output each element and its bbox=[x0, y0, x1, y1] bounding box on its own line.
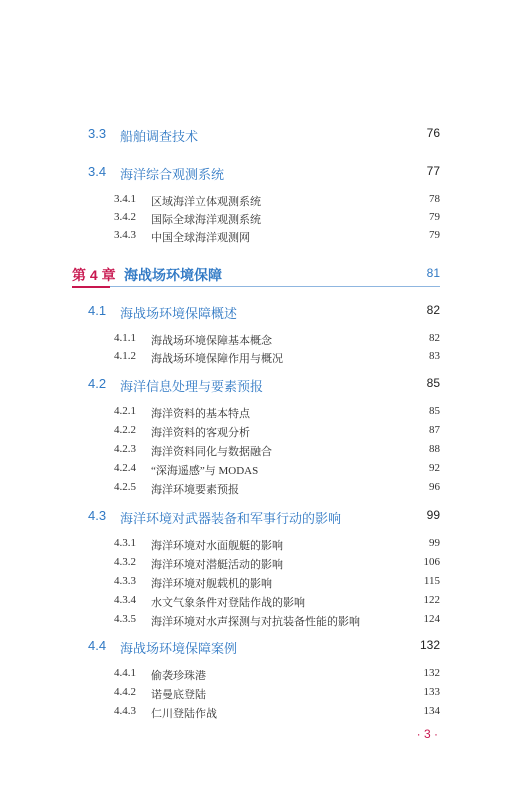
toc-section-3-3[interactable] bbox=[0, 124, 510, 144]
toc-subsection[interactable] bbox=[0, 190, 510, 210]
subsection-title: 国际全球海洋观测系统 bbox=[151, 214, 261, 226]
page-number: 115 bbox=[423, 575, 440, 587]
subsection-number: 4.3.1 bbox=[114, 537, 136, 549]
toc-subsection[interactable] bbox=[0, 683, 510, 703]
page-number: 82 bbox=[426, 303, 440, 317]
page-number: 106 bbox=[423, 556, 440, 568]
section-number: 4.1 bbox=[88, 303, 107, 318]
subsection-number: 4.3.4 bbox=[114, 594, 136, 606]
subsection-title: 海洋资料的客观分析 bbox=[151, 427, 250, 439]
chapter-rule-accent bbox=[72, 286, 110, 288]
toc-section-3-4[interactable] bbox=[0, 162, 510, 182]
subsection-number: 3.4.3 bbox=[114, 229, 136, 241]
chapter-rule bbox=[110, 286, 440, 287]
section-title: 海洋环境对武器装备和军事行动的影响 bbox=[120, 511, 342, 526]
toc-subsection[interactable] bbox=[0, 664, 510, 684]
page-number: 133 bbox=[423, 686, 440, 698]
subsection-number: 4.2.3 bbox=[114, 443, 136, 455]
subsection-title: 海洋资料同化与数据融合 bbox=[151, 446, 272, 458]
section-title: 海战场环境保障案例 bbox=[120, 641, 238, 656]
subsection-number: 4.4.1 bbox=[114, 667, 136, 679]
page-number: 78 bbox=[429, 193, 440, 205]
subsection-title: 海洋资料的基本特点 bbox=[151, 408, 250, 420]
page-number: 88 bbox=[429, 443, 440, 455]
chapter-label: 第 4 章 bbox=[72, 267, 116, 283]
subsection-number: 4.4.3 bbox=[114, 705, 136, 717]
page-number: 132 bbox=[419, 638, 440, 652]
toc-subsection[interactable] bbox=[0, 572, 510, 592]
page-number: 76 bbox=[426, 126, 440, 140]
page-number: 77 bbox=[426, 164, 440, 178]
page-number: 99 bbox=[429, 537, 440, 549]
toc-subsection[interactable] bbox=[0, 226, 510, 246]
toc-subsection[interactable] bbox=[0, 329, 510, 349]
subsection-number: 4.3.3 bbox=[114, 575, 136, 587]
toc-subsection[interactable] bbox=[0, 610, 510, 630]
toc-subsection[interactable] bbox=[0, 347, 510, 367]
toc-subsection[interactable] bbox=[0, 478, 510, 498]
page-number: 87 bbox=[429, 424, 440, 436]
section-number: 3.3 bbox=[88, 126, 107, 141]
subsection-number: 4.1.1 bbox=[114, 332, 136, 344]
subsection-title: 偷袭珍珠港 bbox=[151, 670, 206, 682]
subsection-title: 海洋环境对水声探测与对抗装备性能的影响 bbox=[151, 616, 360, 628]
page-number: 124 bbox=[423, 613, 440, 625]
subsection-number: 4.2.5 bbox=[114, 481, 136, 493]
toc-subsection[interactable] bbox=[0, 591, 510, 611]
subsection-number: 4.3.2 bbox=[114, 556, 136, 568]
page-number: 85 bbox=[426, 376, 440, 390]
section-title: 海战场环境保障概述 bbox=[120, 306, 238, 321]
page-number: 92 bbox=[429, 462, 440, 474]
toc-subsection[interactable] bbox=[0, 702, 510, 722]
subsection-number: 3.4.1 bbox=[114, 193, 136, 205]
toc-subsection[interactable] bbox=[0, 208, 510, 228]
page-number: 122 bbox=[423, 594, 440, 606]
subsection-title: 区域海洋立体观测系统 bbox=[151, 196, 261, 208]
chapter-title: 海战场环境保障 bbox=[124, 267, 222, 283]
subsection-title: 海洋环境对潜艇活动的影响 bbox=[151, 559, 283, 571]
subsection-number: 4.2.1 bbox=[114, 405, 136, 417]
section-number: 4.2 bbox=[88, 376, 107, 391]
page-number: 79 bbox=[429, 229, 440, 241]
toc-subsection[interactable] bbox=[0, 421, 510, 441]
toc-subsection[interactable] bbox=[0, 553, 510, 573]
subsection-title: “深海遥感”与 MODAS bbox=[151, 465, 259, 477]
toc-subsection[interactable] bbox=[0, 440, 510, 460]
section-title: 海洋综合观测系统 bbox=[120, 167, 225, 182]
subsection-title: 诺曼底登陆 bbox=[151, 689, 206, 701]
toc-chapter-4[interactable] bbox=[0, 264, 510, 284]
subsection-number: 4.1.2 bbox=[114, 350, 136, 362]
subsection-title: 海洋环境对舰载机的影响 bbox=[151, 578, 272, 590]
page-number: 82 bbox=[429, 332, 440, 344]
subsection-title: 海洋环境要素预报 bbox=[151, 484, 239, 496]
subsection-title: 中国全球海洋观测网 bbox=[151, 232, 250, 244]
section-number: 4.3 bbox=[88, 508, 107, 523]
subsection-title: 仁川登陆作战 bbox=[151, 708, 217, 720]
toc-subsection[interactable] bbox=[0, 534, 510, 554]
subsection-number: 4.2.4 bbox=[114, 462, 136, 474]
section-number: 4.4 bbox=[88, 638, 107, 653]
subsection-title: 海战场环境保障作用与概况 bbox=[151, 353, 283, 365]
page-number: 83 bbox=[429, 350, 440, 362]
toc-section-4-3[interactable] bbox=[0, 506, 510, 526]
page-folio: · 3 · bbox=[416, 727, 438, 741]
section-title: 船舶调查技术 bbox=[120, 129, 199, 144]
subsection-number: 3.4.2 bbox=[114, 211, 136, 223]
toc-section-4-2[interactable] bbox=[0, 374, 510, 394]
subsection-title: 海洋环境对水面舰艇的影响 bbox=[151, 540, 283, 552]
page-number: 134 bbox=[423, 705, 440, 717]
page-number: 79 bbox=[429, 211, 440, 223]
toc-subsection[interactable] bbox=[0, 459, 510, 479]
page-number: 81 bbox=[426, 266, 440, 280]
page-number: 96 bbox=[429, 481, 440, 493]
toc-section-4-1[interactable] bbox=[0, 301, 510, 321]
page-number: 99 bbox=[426, 508, 440, 522]
page-number: 132 bbox=[423, 667, 440, 679]
section-number: 3.4 bbox=[88, 164, 107, 179]
subsection-number: 4.4.2 bbox=[114, 686, 136, 698]
subsection-title: 水文气象条件对登陆作战的影响 bbox=[151, 597, 305, 609]
section-title: 海洋信息处理与要素预报 bbox=[120, 379, 264, 394]
subsection-number: 4.2.2 bbox=[114, 424, 136, 436]
subsection-title: 海战场环境保障基本概念 bbox=[151, 335, 272, 347]
page-number: 85 bbox=[429, 405, 440, 417]
toc-subsection[interactable] bbox=[0, 402, 510, 422]
subsection-number: 4.3.5 bbox=[114, 613, 136, 625]
toc-section-4-4[interactable] bbox=[0, 636, 510, 656]
